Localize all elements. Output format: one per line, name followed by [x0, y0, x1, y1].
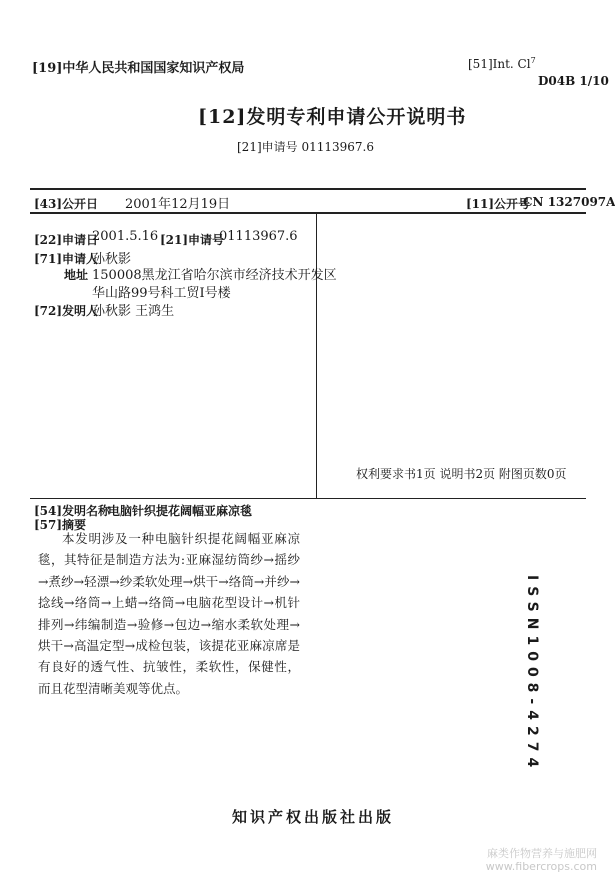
pub-number-value: CN 1327097A — [523, 195, 615, 209]
top-rule — [30, 188, 586, 190]
abstract-text: 本发明涉及一种电脑针织提花阔幅亚麻凉毯，其特征是制造方法为:亚麻湿纺筒纱→摇纱→煮纱→轻漂→纱柔软处理→烘干→络筒→并纱→捻线→络筒→上蜡→络筒→电脑花型设计→机针排列→纬编制造→验修→包边→缩水柔软处理→烘干→高温定型→成检包装，该提花亚麻凉席是有良好的透气性、抗皱性，柔软性，保健性，而且花型清晰美观等优点。 — [38, 531, 300, 696]
application-number-value: 01113967.6 — [219, 229, 298, 244]
header-application-number: [21]申请号 01113967.6 — [237, 140, 374, 154]
document-title: [12]发明专利申请公开说明书 — [198, 106, 467, 128]
column-divider — [316, 212, 317, 499]
inventor-label: [72]发明人 — [34, 304, 99, 318]
watermark-line-1: 麻类作物营养与施肥网 — [487, 847, 597, 860]
pages-note: 权利要求书1页 说明书2页 附图页数0页 — [356, 467, 567, 481]
watermark-line-2: www.fibercrops.com — [485, 860, 597, 873]
section-rule — [30, 212, 586, 214]
ipc-code: D04B 1/10 — [538, 74, 609, 88]
filing-date-label: [22]申请日 — [34, 233, 99, 247]
int-cl-edition: 7 — [530, 56, 536, 65]
pub-date-label: [43]公开日 — [34, 197, 99, 211]
int-cl-label — [468, 56, 536, 71]
address-line-2: 华山路99号科工贸I号楼 — [92, 286, 231, 301]
patent-office: [19]中华人民共和国国家知识产权局 — [32, 61, 245, 76]
invention-title: 电脑针织提花阔幅亚麻凉毯 — [108, 504, 253, 518]
invention-title-label: [54]发明名称 — [34, 504, 111, 518]
application-number-label: [21]申请号 — [160, 233, 225, 247]
address-label: 地址 — [64, 268, 89, 282]
abstract-label: [57]摘要 — [34, 518, 87, 532]
applicant-label: [71]申请人 — [34, 252, 99, 266]
pub-date-value: 2001年12月19日 — [125, 197, 231, 212]
pub-number-label: [11]公开号 — [466, 197, 531, 211]
publisher: 知识产权出版社出版 — [232, 808, 395, 826]
address-line-1: 150008黑龙江省哈尔滨市经济技术开发区 — [92, 268, 337, 283]
filing-date-value: 2001.5.16 — [92, 229, 159, 244]
issn-number: ISSN1008-4274 — [524, 575, 540, 774]
watermark — [486, 847, 597, 873]
inventor-value: 孙秋影 王鸿生 — [92, 304, 175, 319]
bottom-rule — [30, 498, 586, 499]
applicant-value: 孙秋影 — [92, 252, 132, 267]
int-cl-text: [51]Int. Cl — [468, 57, 531, 71]
